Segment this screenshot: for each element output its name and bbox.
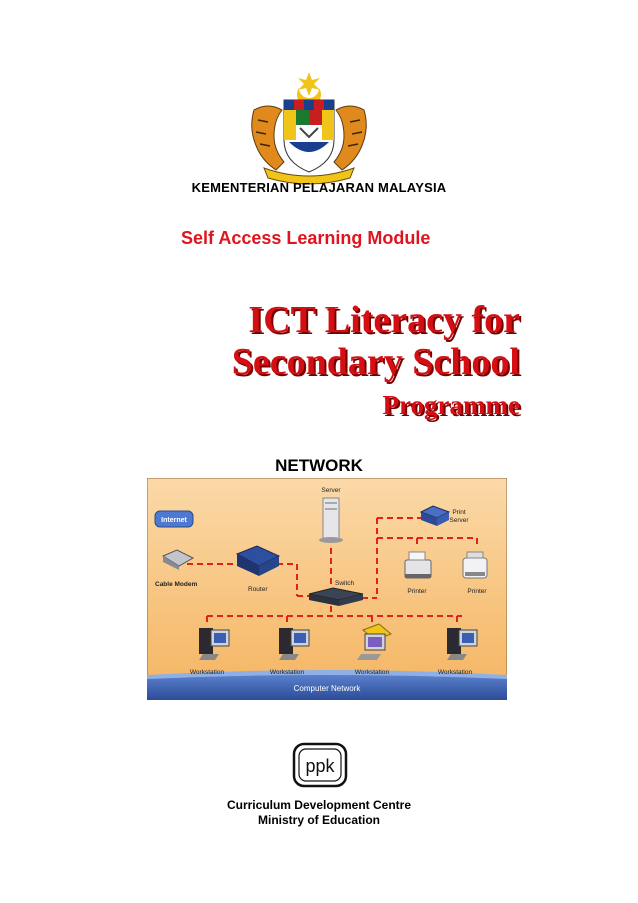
internet-label: Internet: [161, 517, 187, 524]
ppk-logo-icon: [290, 742, 350, 788]
server-label: Server: [321, 487, 341, 494]
ppk-logo-text: ppk: [305, 756, 335, 776]
switch-label: Switch: [335, 580, 355, 587]
printer-icon: [463, 552, 487, 578]
ministry-name: KEMENTERIAN PELAJARAN MALAYSIA: [191, 180, 447, 195]
printer-label-1: Printer: [407, 588, 427, 595]
network-heading: NETWORK: [275, 456, 363, 475]
workstation-label-3: Workstation: [354, 669, 390, 676]
print-server-label-1: Print: [452, 509, 466, 516]
title-line-2: Secondary School: [231, 341, 520, 383]
computer-network-banner: Computer Network: [293, 684, 361, 693]
ministry-of-education: Ministry of Education: [257, 813, 380, 827]
workstation-label-2: Workstation: [269, 669, 305, 676]
network-diagram: [147, 478, 507, 700]
workstation-label-1: Workstation: [189, 669, 225, 676]
cable-modem-label: Cable Modem: [155, 581, 198, 588]
printer-label-2: Printer: [467, 588, 487, 595]
print-server-label-2: Server: [449, 517, 469, 524]
publisher-block: [0, 798, 638, 828]
router-label: Router: [248, 586, 268, 593]
title-line-3: Programme: [382, 390, 520, 420]
title-line-1: ICT Literacy for: [248, 299, 520, 341]
malaysia-coat-of-arms-icon: [244, 70, 374, 185]
publisher-name: Curriculum Development Centre: [226, 798, 412, 812]
server-icon: [319, 498, 343, 543]
workstation-label-4: Workstation: [437, 669, 473, 676]
module-label: Self Access Learning Module: [181, 228, 431, 248]
